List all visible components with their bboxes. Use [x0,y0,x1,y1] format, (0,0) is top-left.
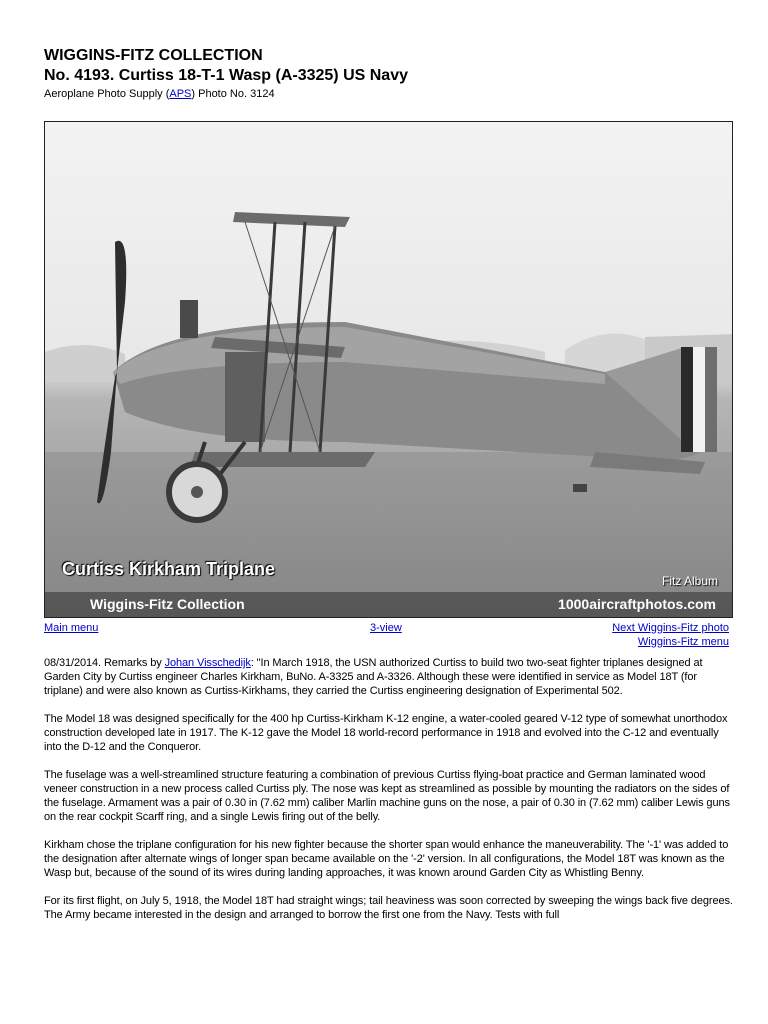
remarks-section [44,656,734,936]
aps-link[interactable]: APS [169,88,192,100]
remarks-paragraph [44,656,734,698]
nav-left [44,621,98,635]
next-photo-link[interactable]: Next Wiggins-Fitz photo [612,622,729,634]
photo-title: No. 4193. Curtiss 18-T-1 Wasp (A-3325) US Navy [44,67,408,84]
photo-caption: Curtiss Kirkham Triplane [62,559,276,579]
photo-credit-bar [45,592,732,617]
photo-supplier-line [44,87,734,101]
supplier-suffix: ) Photo No. 3124 [191,88,275,100]
collection-menu-link[interactable]: Wiggins-Fitz menu [637,636,729,648]
credit-website: 1000aircraftphotos.com [558,596,716,612]
nav-right [612,621,729,649]
three-view-link[interactable]: 3-view [370,622,402,634]
page-header [44,46,734,101]
album-tag: Fitz Album [661,574,718,588]
remarks-paragraph: The Model 18 was designed specifically for the 400 hp Curtiss-Kirkham K-12 engine, a water-cooled geared V-12 type of somewhat unorthodox construction developed late in 1917. The K-12 gave the Model 18 world-record performance in 1918 and evolved into the C-12 and eventually into the D-12 and the Conqueror. [44,713,728,753]
remarks-date: 08/31/2014. Remarks by [44,657,165,669]
nav-center [370,621,402,635]
remarks-p1-text: : "In March 1918, the USN authorized Curtiss to build two two-seat fighter triplanes designed at Garden City by Curtiss engineer Charles Kirkham, BuNo. A-3325 and A-3326. Although these were identified in service as Model 18T (for triplane) and were also known as Curtiss-Kirkhams, they carried the Curtiss engineering designation of Experimental 502. [44,657,703,697]
remarks-paragraph: For its first flight, on July 5, 1918, the Model 18T had straight wings; tail heaviness was soon corrected by sweeping the wings back five degrees. The Army became interested in the design and arranged to borrow the first one from the Navy. Tests with full [44,895,733,921]
remarks-paragraph: The fuselage was a well-streamlined structure featuring a combination of previous Curtiss flying-boat practice and German laminated wood veneer construction in a new process called Curtiss ply. The nose was kept as streamlined as possible by mounting the radiators on the sides of the fuselage. Armament was a pair of 0.30 in (7.62 mm) caliber Marlin machine guns on the nose, a pair of 0.30 in (7.62 mm) caliber Lewis guns on the rear cockpit Scarff ring, and a single Lewis firing out of the belly. [44,769,730,823]
credit-collection: Wiggins-Fitz Collection [90,596,245,612]
supplier-prefix: Aeroplane Photo Supply ( [44,88,170,100]
aircraft-photo [44,121,733,618]
remarks-paragraph: Kirkham chose the triplane configuration for his new fighter because the shorter span would enhance the maneuverability. The '-1' was added to the designation after alternate wings of longer span became available on the '-2' version. In all configurations, the Model 18T was known as the Wasp but, because of the sound of its wires during landing approaches, it was known around Garden City as Whistling Benny. [44,839,729,879]
author-link[interactable]: Johan Visschedijk [164,657,251,669]
triplane-illustration [45,122,733,618]
collection-title: WIGGINS-FITZ COLLECTION [44,47,263,64]
main-menu-link[interactable]: Main menu [44,622,99,634]
